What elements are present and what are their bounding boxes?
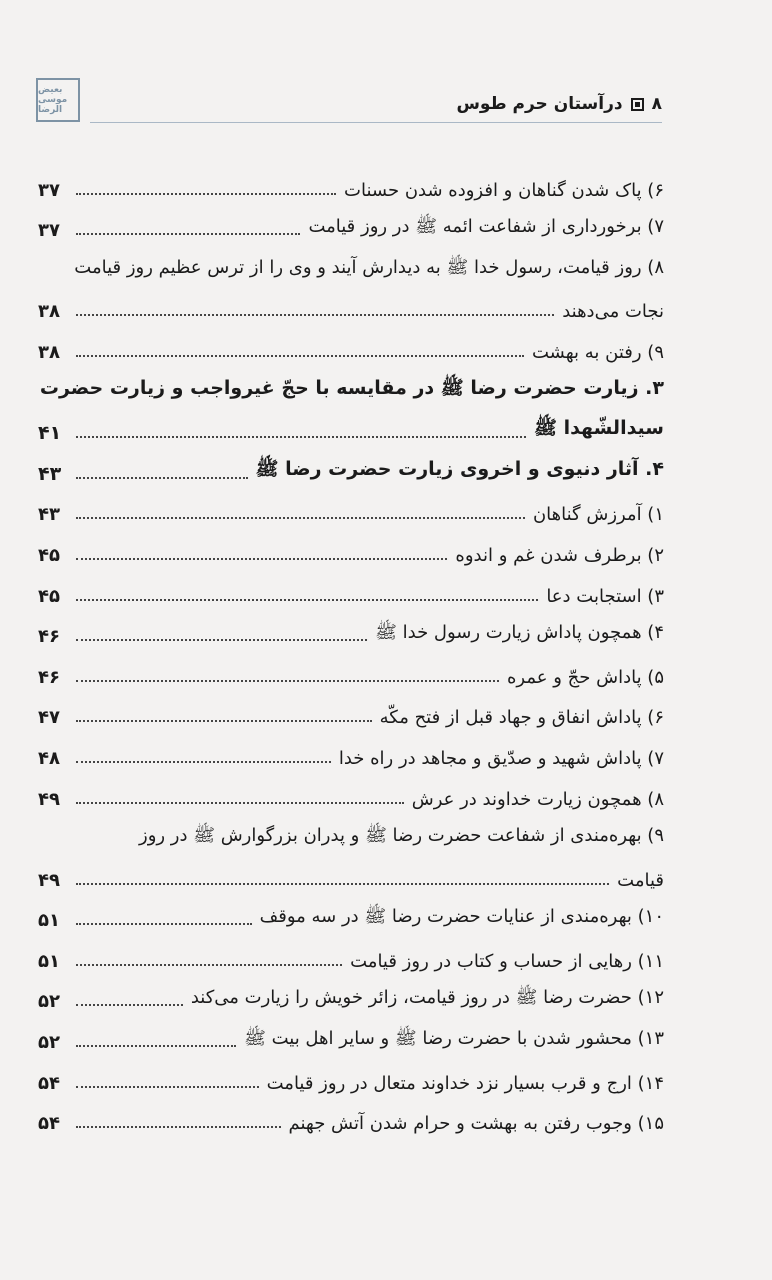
toc-entry-label: ۱۰) بهره‌مندی از عنایات حضرت رضا ﷺ در سه موقف	[259, 906, 664, 928]
toc-entry	[38, 850, 664, 891]
toc-entry	[38, 1012, 664, 1053]
table-of-contents	[38, 160, 664, 1134]
page-number: ۸	[651, 94, 662, 114]
dot-leader	[76, 680, 499, 682]
toc-entry-page: ۴۶	[38, 666, 60, 688]
toc-entry-page: ۴۸	[38, 747, 60, 769]
toc-entry	[38, 688, 664, 729]
toc-entry-label: ۶) پاک شدن گناهان و افزوده شدن حسنات	[344, 179, 664, 201]
toc-entry	[38, 810, 664, 851]
toc-entry	[38, 566, 664, 607]
toc-entry-label: ۷) برخورداری از شفاعت ائمه ﷺ در روز قیامت	[308, 216, 664, 238]
toc-entry	[38, 404, 664, 445]
toc-entry	[38, 322, 664, 363]
toc-entry-label: قیامت	[617, 869, 664, 891]
toc-entry-label: ۱۲) حضرت رضا ﷺ در روز قیامت، زائر خویش را زیارت می‌کند	[190, 987, 664, 1009]
toc-entry-page: ۵۲	[38, 991, 60, 1013]
toc-entry-page: ۴۶	[38, 626, 60, 648]
dot-leader	[76, 883, 609, 885]
square-bullet-icon	[631, 98, 644, 111]
toc-entry-label: ۹) رفتن به بهشت	[532, 341, 664, 363]
dot-leader	[76, 233, 300, 235]
dot-leader	[76, 923, 252, 925]
toc-entry	[38, 972, 664, 1013]
toc-entry-label: ۸) روز قیامت، رسول خدا ﷺ به دیدارش آیند و وی را از ترس عظیم روز قیامت	[74, 256, 664, 278]
toc-entry-page: ۴۱	[38, 422, 62, 445]
toc-entry-label: ۴) همچون پاداش زیارت رسول خدا ﷺ	[375, 622, 664, 644]
toc-entry-page: ۴۳	[38, 504, 60, 526]
toc-entry-label: ۷) پاداش شهید و صدّیق و مجاهد در راه خدا	[338, 747, 664, 769]
toc-entry-page: ۴۹	[38, 869, 60, 891]
toc-entry-page: ۴۷	[38, 707, 60, 729]
toc-entry	[38, 647, 664, 688]
toc-entry	[38, 607, 664, 648]
toc-entry-label: ۱۱) رهایی از حساب و کتاب در روز قیامت	[350, 950, 664, 972]
toc-entry-label: ۵) پاداش حجّ و عمره	[506, 666, 664, 688]
toc-entry-label: ۱۵) وجوب رفتن به بهشت و حرام شدن آتش جهنم	[288, 1113, 664, 1135]
toc-entry-page: ۳۸	[38, 301, 60, 323]
toc-entry-label: نجات می‌دهند	[562, 301, 664, 323]
dot-leader	[76, 1004, 183, 1006]
toc-entry	[38, 931, 664, 972]
toc-entry	[38, 160, 664, 201]
dot-leader	[76, 1045, 236, 1047]
toc-entry-label: ۹) بهره‌مندی از شفاعت حضرت رضا ﷺ و پدران بزرگوارش ﷺ در روز	[139, 825, 664, 847]
toc-entry-page: ۵۴	[38, 1072, 60, 1094]
toc-entry	[38, 728, 664, 769]
toc-entry	[38, 363, 664, 404]
dot-leader	[76, 558, 447, 560]
toc-entry-page: ۳۸	[38, 341, 60, 363]
toc-entry	[38, 1094, 664, 1135]
dot-leader	[76, 720, 372, 722]
dot-leader	[76, 639, 367, 641]
toc-entry-page: ۴۹	[38, 788, 60, 810]
toc-entry-label: سیدالشّهدا ﷺ	[534, 417, 664, 440]
toc-entry-page: ۵۱	[38, 910, 60, 932]
toc-entry-label: ۴. آثار دنیوی و اخروی زیارت حضرت رضا ﷺ	[255, 457, 664, 480]
toc-entry	[38, 241, 664, 282]
dot-leader	[76, 517, 525, 519]
publisher-logo: بعیض موسی الرضا	[36, 78, 80, 122]
dot-leader	[76, 314, 554, 316]
dot-leader	[76, 193, 336, 195]
toc-entry-page: ۳۷	[38, 179, 60, 201]
dot-leader	[76, 1126, 281, 1128]
page-header	[90, 86, 662, 123]
toc-entry-label: ۸) همچون زیارت خداوند در عرش	[411, 788, 664, 810]
dot-leader	[76, 761, 331, 763]
dot-leader	[76, 599, 538, 601]
toc-entry	[38, 444, 664, 485]
toc-entry-label: ۱) آمرزش گناهان	[532, 504, 664, 526]
dot-leader	[76, 436, 526, 438]
dot-leader	[76, 964, 342, 966]
running-title: درآستان حرم طوس	[456, 94, 623, 114]
toc-entry	[38, 525, 664, 566]
toc-entry	[38, 769, 664, 810]
toc-entry-label: ۱۳) محشور شدن با حضرت رضا ﷺ و سایر اهل بیت ﷺ	[244, 1028, 664, 1050]
dot-leader	[76, 355, 524, 357]
toc-entry-page: ۵۲	[38, 1032, 60, 1054]
toc-entry-page: ۵۱	[38, 950, 60, 972]
toc-entry-page: ۵۴	[38, 1113, 60, 1135]
toc-entry	[38, 282, 664, 323]
toc-entry-label: ۱۴) ارج و قرب بسیار نزد خداوند متعال در روز قیامت	[266, 1072, 664, 1094]
toc-entry-label: ۳) استجابت دعا	[546, 585, 664, 607]
toc-entry-label: ۲) برطرف شدن غم و اندوه	[455, 544, 664, 566]
dot-leader	[76, 802, 404, 804]
toc-entry-label: ۳. زیارت حضرت رضا ﷺ در مقایسه با حجّ غیرواجب و زیارت حضرت	[39, 376, 664, 399]
toc-entry	[38, 891, 664, 932]
dot-leader	[76, 477, 248, 479]
toc-entry	[38, 1053, 664, 1094]
toc-entry-label: ۶) پاداش انفاق و جهاد قبل از فتح مکّه	[379, 707, 664, 729]
toc-entry-page: ۳۷	[38, 220, 60, 242]
toc-entry-page: ۴۵	[38, 585, 60, 607]
toc-entry-page: ۴۵	[38, 544, 60, 566]
toc-entry	[38, 485, 664, 526]
toc-entry	[38, 201, 664, 242]
toc-entry-page: ۴۳	[38, 462, 62, 485]
dot-leader	[76, 1086, 259, 1088]
